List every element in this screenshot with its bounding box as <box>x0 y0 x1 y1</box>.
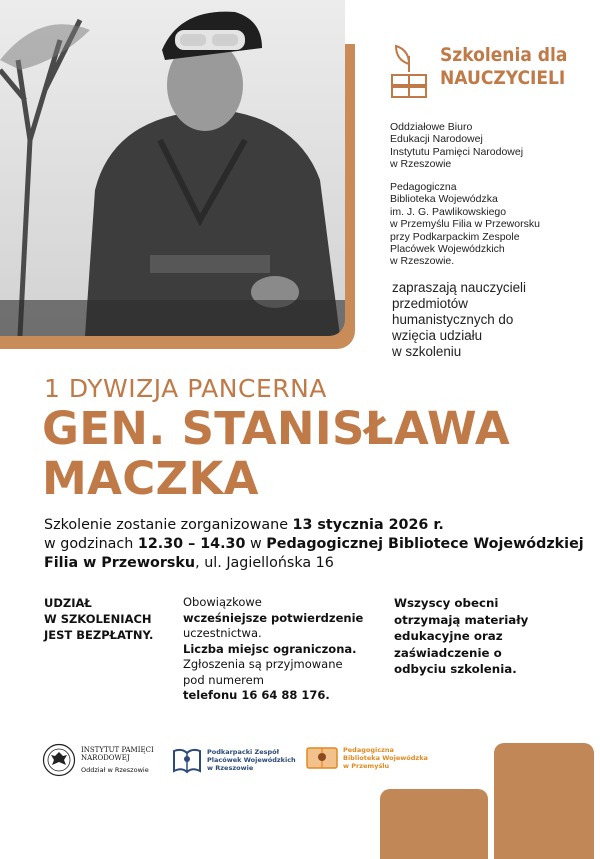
invite-line: w szkoleniu <box>392 344 462 359</box>
pbw-name-line2: Biblioteka Wojewódzka <box>343 754 428 762</box>
pzp-name-line3: w Rzeszowie <box>207 764 254 772</box>
pbw-logo <box>306 745 428 771</box>
details-text: w godzinach <box>44 536 138 552</box>
event-place: Pedagogicznej Bibliotece Wojewódzkiej Filia w Przeworsku <box>44 536 584 571</box>
eagle-seal-icon <box>42 743 76 777</box>
registration-line: wcześniejsze potwierdzenie <box>183 610 364 625</box>
invitation-text <box>392 280 582 360</box>
materials-info <box>394 595 574 678</box>
registration-line: Obowiązkowe <box>183 595 262 609</box>
portrait-photo <box>0 0 345 336</box>
org-line: Edukacji Narodowej <box>390 133 483 146</box>
registration-line: Zgłoszenia są przyjmowane <box>183 657 343 671</box>
invite-line: zapraszają nauczycieli <box>392 280 526 295</box>
pzp-name-line2: Placówek Wojewódzkich <box>207 756 296 764</box>
heading-general-line1: GEN. STANISŁAWA <box>42 402 510 455</box>
org-line: Biblioteka Wojewódzka <box>390 193 498 206</box>
materials-line: Wszyscy obecni <box>394 596 499 610</box>
ipn-name-line1: INSTYTUT PAMIĘCI <box>81 746 154 754</box>
organizer-library <box>390 181 590 268</box>
event-address: , ul. Jagiellońska 16 <box>195 555 334 571</box>
org-line: w Przemyślu Filia w Przeworsku <box>390 218 540 231</box>
free-line: W SZKOLENIACH <box>44 612 152 626</box>
book-figure-icon <box>172 745 202 775</box>
invite-line: humanistycznych do <box>392 312 514 327</box>
free-line: JEST BEZPŁATNY. <box>44 628 154 642</box>
registration-line: pod numerem <box>183 672 264 687</box>
program-title-line2: NAUCZYCIELI <box>440 67 566 89</box>
registration-line: Liczba miejsc ograniczona. <box>183 641 357 656</box>
pzp-logo <box>172 745 296 775</box>
pbw-name-line1: Pedagogiczna <box>343 746 394 754</box>
materials-line: edukacyjne oraz <box>394 629 503 643</box>
heading-general <box>42 404 510 504</box>
free-participation <box>44 595 153 643</box>
event-date: 13 stycznia 2026 r. <box>292 517 444 533</box>
registration-info <box>183 595 383 704</box>
program-title <box>440 44 567 90</box>
free-line: UDZIAŁ <box>44 596 92 610</box>
organizer-ipn <box>390 121 590 171</box>
invite-line: wzięcia udziału <box>392 328 483 343</box>
invite-line: przedmiotów <box>392 296 468 311</box>
event-hours: 12.30 – 14.30 <box>137 536 246 552</box>
materials-line: odbyciu szkolenia. <box>394 662 517 676</box>
org-line: im. J. G. Pawlikowskiego <box>390 205 507 218</box>
library-book-icon <box>306 745 338 771</box>
ipn-logo <box>42 743 154 777</box>
org-line: Pedagogiczna <box>390 181 457 193</box>
org-line: w Rzeszowie <box>390 158 452 171</box>
pzp-name-line1: Podkarpacki Zespół <box>207 748 280 756</box>
heading-general-line2: MACZKA <box>42 452 259 505</box>
org-line: Instytutu Pamięci Narodowej <box>390 145 524 158</box>
ipn-name-line2: NARODOWEJ <box>81 754 130 762</box>
pbw-name-line3: w Przemyślu <box>343 762 390 770</box>
org-line: w Rzeszowie. <box>390 255 455 268</box>
registration-phone: telefonu 16 64 88 176. <box>183 688 330 702</box>
decorative-block-right <box>494 743 594 859</box>
heading-division: 1 DYWIZJA PANCERNA <box>44 374 327 403</box>
registration-line: uczestnictwa. <box>183 626 262 640</box>
event-details <box>44 516 584 573</box>
details-text: w <box>245 536 267 552</box>
details-text: Szkolenie zostanie zorganizowane <box>44 517 293 533</box>
ipn-branch: Oddział w Rzeszowie <box>81 766 149 774</box>
materials-line: zaświadczenie o <box>394 645 502 660</box>
org-line: Oddziałowe Biuro <box>390 121 473 133</box>
materials-line: otrzymają materiały <box>394 612 529 627</box>
org-line: przy Podkarpackim Zespole <box>390 230 520 243</box>
org-line: Placówek Wojewódzkich <box>390 243 505 256</box>
program-title-line1: Szkolenia dla <box>440 44 568 66</box>
sprout-book-icon <box>390 42 428 100</box>
